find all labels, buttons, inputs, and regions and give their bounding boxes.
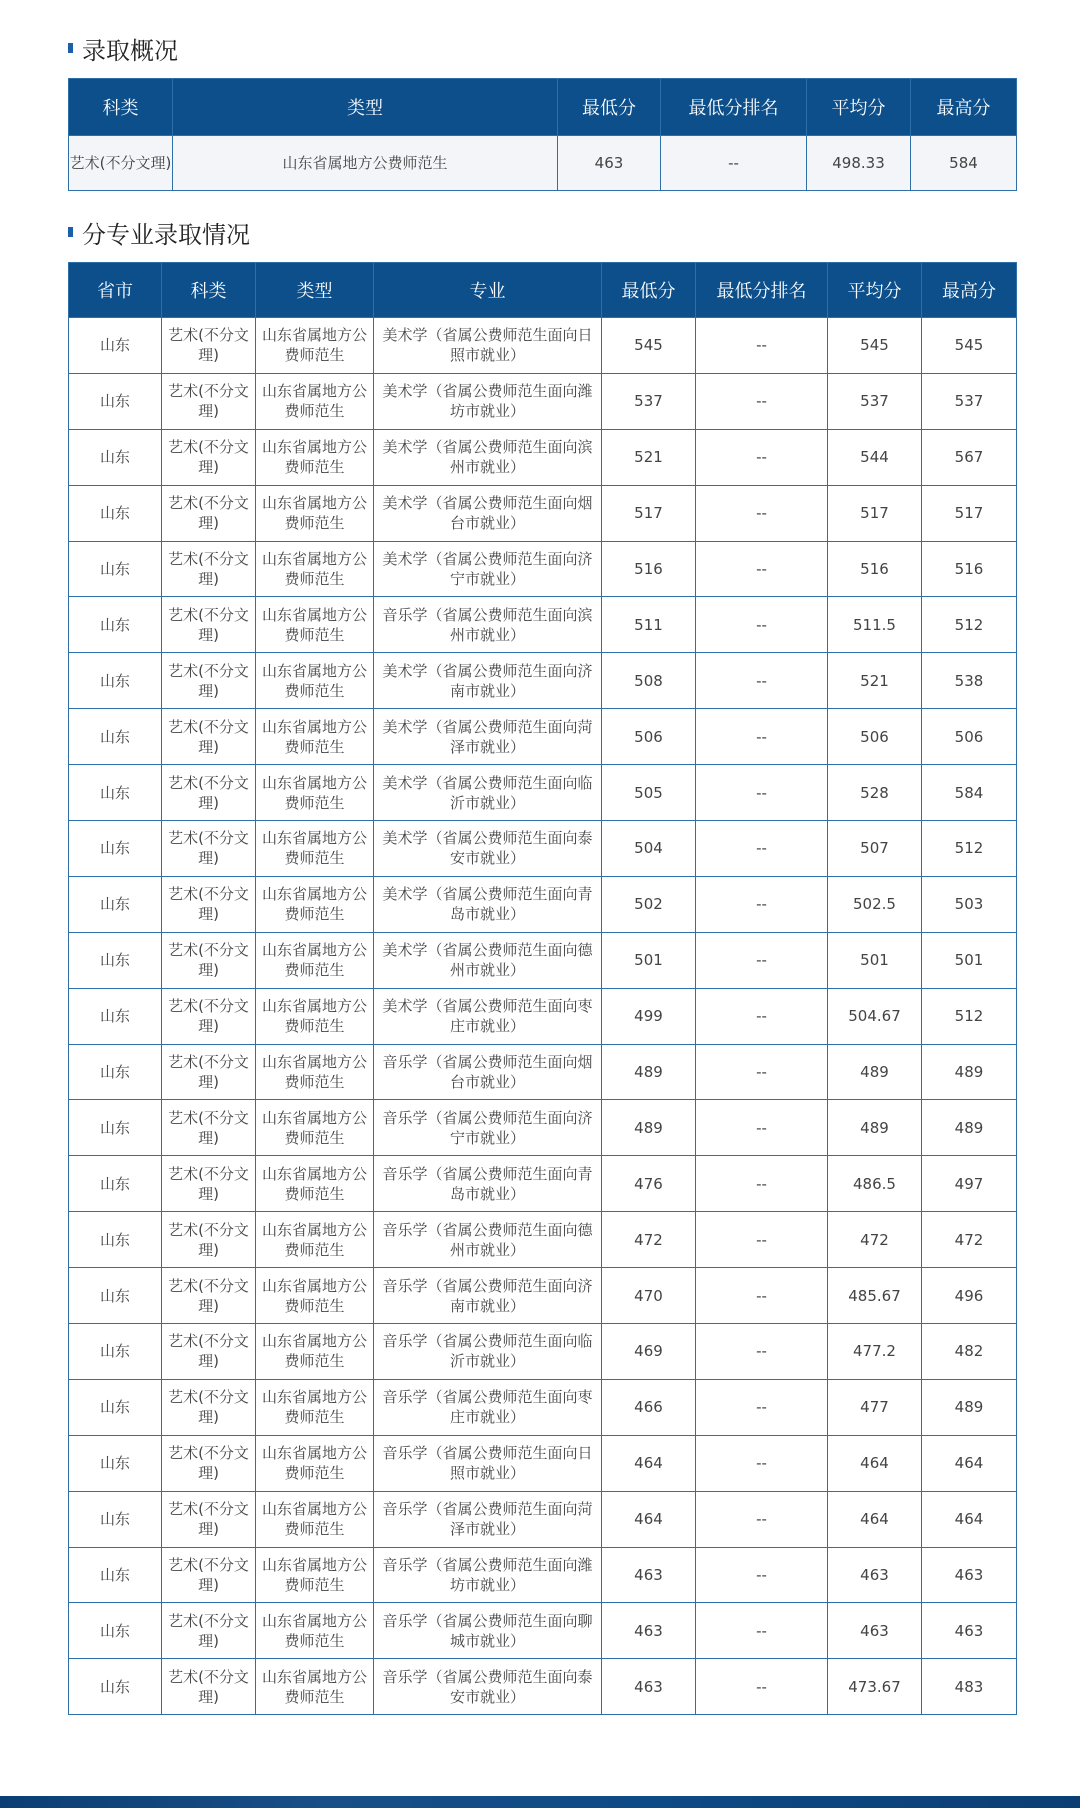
cell-min-score: 499	[602, 988, 696, 1044]
cell-avg-score: 501	[828, 932, 922, 988]
detail-header-row	[69, 263, 1017, 318]
cell-type: 山东省属地方公费师范生	[256, 1379, 374, 1435]
cell-min-score: 504	[602, 821, 696, 877]
cell-min-rank: --	[696, 1268, 828, 1324]
cell-type: 山东省属地方公费师范生	[256, 1100, 374, 1156]
cell-avg-score: 489	[828, 1100, 922, 1156]
cell-major: 美术学（省属公费师范生面向滨州市就业）	[374, 429, 602, 485]
table-row	[69, 1603, 1017, 1659]
cell-min-score: 476	[602, 1156, 696, 1212]
cell-avg-score: 477.2	[828, 1324, 922, 1380]
cell-min-score: 517	[602, 485, 696, 541]
table-row	[69, 988, 1017, 1044]
header-type: 类型	[173, 79, 558, 136]
table-row	[69, 318, 1017, 374]
summary-table	[68, 78, 1017, 191]
cell-min-score: 464	[602, 1435, 696, 1491]
table-row	[69, 1435, 1017, 1491]
header-subject: 科类	[69, 79, 173, 136]
table-row	[69, 1100, 1017, 1156]
cell-max-score: 463	[922, 1547, 1017, 1603]
cell-min-score: 463	[602, 1659, 696, 1715]
cell-min-rank: --	[696, 373, 828, 429]
cell-min-rank: --	[696, 709, 828, 765]
cell-subject: 艺术(不分文理)	[162, 597, 256, 653]
cell-province: 山东	[69, 485, 162, 541]
cell-min-score: 472	[602, 1212, 696, 1268]
header-province: 省市	[69, 263, 162, 318]
cell-subject: 艺术(不分文理)	[162, 709, 256, 765]
cell-subject: 艺术(不分文理)	[162, 1659, 256, 1715]
cell-max-score: 489	[922, 1379, 1017, 1435]
cell-subject: 艺术(不分文理)	[162, 821, 256, 877]
table-row	[69, 1659, 1017, 1715]
cell-min-score: 463	[602, 1603, 696, 1659]
header-min-rank: 最低分排名	[696, 263, 828, 318]
cell-min-rank: --	[696, 1435, 828, 1491]
cell-max-score: 496	[922, 1268, 1017, 1324]
summary-header-row	[69, 79, 1017, 136]
cell-min-rank: --	[696, 1659, 828, 1715]
cell-major: 音乐学（省属公费师范生面向滨州市就业）	[374, 597, 602, 653]
table-row	[69, 1044, 1017, 1100]
cell-major: 音乐学（省属公费师范生面向济南市就业）	[374, 1268, 602, 1324]
table-row	[69, 1379, 1017, 1435]
cell-subject: 艺术(不分文理)	[162, 1491, 256, 1547]
cell-type: 山东省属地方公费师范生	[256, 1547, 374, 1603]
header-max-score: 最高分	[922, 263, 1017, 318]
cell-min-rank: --	[696, 988, 828, 1044]
cell-avg-score: 463	[828, 1603, 922, 1659]
cell-avg-score: 545	[828, 318, 922, 374]
cell-type: 山东省属地方公费师范生	[256, 1324, 374, 1380]
cell-avg-score: 521	[828, 653, 922, 709]
cell-min-rank: --	[696, 1212, 828, 1268]
cell-type: 山东省属地方公费师范生	[256, 653, 374, 709]
cell-major: 美术学（省属公费师范生面向临沂市就业）	[374, 765, 602, 821]
table-row	[69, 876, 1017, 932]
cell-min-rank: --	[696, 1491, 828, 1547]
cell-avg-score: 486.5	[828, 1156, 922, 1212]
cell-max-score: 516	[922, 541, 1017, 597]
cell-min-rank: --	[696, 653, 828, 709]
cell-avg-score: 511.5	[828, 597, 922, 653]
cell-major: 美术学（省属公费师范生面向枣庄市就业）	[374, 988, 602, 1044]
cell-max-score: 464	[922, 1435, 1017, 1491]
cell-max-score: 464	[922, 1491, 1017, 1547]
cell-min-rank: --	[696, 597, 828, 653]
cell-avg-score: 472	[828, 1212, 922, 1268]
cell-type: 山东省属地方公费师范生	[256, 429, 374, 485]
cell-min-score: 466	[602, 1379, 696, 1435]
cell-type: 山东省属地方公费师范生	[256, 597, 374, 653]
table-row	[69, 765, 1017, 821]
cell-min-score: 521	[602, 429, 696, 485]
cell-min-rank: --	[696, 1603, 828, 1659]
cell-avg-score: 498.33	[807, 136, 911, 191]
cell-province: 山东	[69, 1491, 162, 1547]
cell-type: 山东省属地方公费师范生	[256, 1659, 374, 1715]
cell-max-score: 545	[922, 318, 1017, 374]
cell-type: 山东省属地方公费师范生	[256, 709, 374, 765]
cell-subject: 艺术(不分文理)	[162, 1212, 256, 1268]
cell-type: 山东省属地方公费师范生	[173, 136, 558, 191]
cell-min-rank: --	[696, 821, 828, 877]
cell-max-score: 489	[922, 1044, 1017, 1100]
cell-major: 美术学（省属公费师范生面向烟台市就业）	[374, 485, 602, 541]
cell-subject: 艺术(不分文理)	[162, 765, 256, 821]
cell-subject: 艺术(不分文理)	[162, 318, 256, 374]
cell-subject: 艺术(不分文理)	[162, 373, 256, 429]
summary-title-text: 录取概况	[82, 36, 178, 65]
cell-avg-score: 464	[828, 1491, 922, 1547]
detail-title-text: 分专业录取情况	[82, 220, 250, 249]
cell-min-score: 489	[602, 1044, 696, 1100]
cell-avg-score: 473.67	[828, 1659, 922, 1715]
cell-max-score: 503	[922, 876, 1017, 932]
table-row	[69, 653, 1017, 709]
cell-avg-score: 502.5	[828, 876, 922, 932]
cell-min-score: 463	[602, 1547, 696, 1603]
cell-province: 山东	[69, 373, 162, 429]
cell-min-rank: --	[696, 765, 828, 821]
cell-min-score: 511	[602, 597, 696, 653]
cell-min-score: 463	[558, 136, 661, 191]
table-row	[69, 541, 1017, 597]
cell-subject: 艺术(不分文理)	[162, 653, 256, 709]
cell-type: 山东省属地方公费师范生	[256, 1435, 374, 1491]
cell-max-score: 517	[922, 485, 1017, 541]
cell-province: 山东	[69, 765, 162, 821]
cell-province: 山东	[69, 1659, 162, 1715]
cell-major: 音乐学（省属公费师范生面向青岛市就业）	[374, 1156, 602, 1212]
header-avg-score: 平均分	[807, 79, 911, 136]
table-row	[69, 373, 1017, 429]
cell-subject: 艺术(不分文理)	[162, 1100, 256, 1156]
cell-province: 山东	[69, 1100, 162, 1156]
cell-min-rank: --	[696, 1044, 828, 1100]
cell-province: 山东	[69, 821, 162, 877]
cell-major: 音乐学（省属公费师范生面向烟台市就业）	[374, 1044, 602, 1100]
cell-max-score: 538	[922, 653, 1017, 709]
cell-subject: 艺术(不分文理)	[162, 1379, 256, 1435]
cell-province: 山东	[69, 988, 162, 1044]
cell-min-score: 469	[602, 1324, 696, 1380]
cell-min-score: 501	[602, 932, 696, 988]
cell-province: 山东	[69, 932, 162, 988]
cell-type: 山东省属地方公费师范生	[256, 1044, 374, 1100]
cell-max-score: 497	[922, 1156, 1017, 1212]
cell-province: 山东	[69, 318, 162, 374]
header-avg-score: 平均分	[828, 263, 922, 318]
cell-type: 山东省属地方公费师范生	[256, 1491, 374, 1547]
cell-min-score: 537	[602, 373, 696, 429]
cell-province: 山东	[69, 1547, 162, 1603]
cell-subject: 艺术(不分文理)	[162, 541, 256, 597]
cell-min-score: 489	[602, 1100, 696, 1156]
cell-max-score: 472	[922, 1212, 1017, 1268]
cell-max-score: 501	[922, 932, 1017, 988]
cell-avg-score: 506	[828, 709, 922, 765]
cell-major: 音乐学（省属公费师范生面向枣庄市就业）	[374, 1379, 602, 1435]
cell-avg-score: 528	[828, 765, 922, 821]
cell-avg-score: 507	[828, 821, 922, 877]
cell-min-score: 516	[602, 541, 696, 597]
cell-min-score: 505	[602, 765, 696, 821]
footer-bar	[0, 1796, 1080, 1808]
cell-avg-score: 463	[828, 1547, 922, 1603]
cell-type: 山东省属地方公费师范生	[256, 932, 374, 988]
cell-type: 山东省属地方公费师范生	[256, 1268, 374, 1324]
table-row	[69, 485, 1017, 541]
cell-max-score: 537	[922, 373, 1017, 429]
header-min-score: 最低分	[558, 79, 661, 136]
cell-max-score: 512	[922, 597, 1017, 653]
table-row	[69, 597, 1017, 653]
cell-type: 山东省属地方公费师范生	[256, 1603, 374, 1659]
cell-province: 山东	[69, 429, 162, 485]
cell-max-score: 584	[911, 136, 1017, 191]
cell-min-rank: --	[696, 429, 828, 485]
cell-max-score: 482	[922, 1324, 1017, 1380]
cell-province: 山东	[69, 1379, 162, 1435]
cell-type: 山东省属地方公费师范生	[256, 988, 374, 1044]
cell-province: 山东	[69, 1324, 162, 1380]
cell-max-score: 512	[922, 821, 1017, 877]
cell-max-score: 463	[922, 1603, 1017, 1659]
table-row	[69, 1324, 1017, 1380]
cell-major: 音乐学（省属公费师范生面向济宁市就业）	[374, 1100, 602, 1156]
cell-subject: 艺术(不分文理)	[162, 1268, 256, 1324]
title-bullet-icon	[68, 227, 73, 237]
cell-avg-score: 477	[828, 1379, 922, 1435]
cell-min-score: 502	[602, 876, 696, 932]
cell-min-rank: --	[696, 1379, 828, 1435]
cell-major: 美术学（省属公费师范生面向菏泽市就业）	[374, 709, 602, 765]
cell-subject: 艺术(不分文理)	[162, 932, 256, 988]
table-row	[69, 1547, 1017, 1603]
cell-major: 美术学（省属公费师范生面向泰安市就业）	[374, 821, 602, 877]
cell-min-rank: --	[661, 136, 807, 191]
cell-subject: 艺术(不分文理)	[162, 876, 256, 932]
cell-avg-score: 504.67	[828, 988, 922, 1044]
cell-subject: 艺术(不分文理)	[162, 1435, 256, 1491]
cell-type: 山东省属地方公费师范生	[256, 821, 374, 877]
cell-subject: 艺术(不分文理)	[162, 1324, 256, 1380]
cell-province: 山东	[69, 1435, 162, 1491]
cell-avg-score: 537	[828, 373, 922, 429]
major-admission-table	[68, 262, 1017, 1715]
cell-max-score: 506	[922, 709, 1017, 765]
table-row	[69, 932, 1017, 988]
cell-province: 山东	[69, 876, 162, 932]
cell-major: 美术学（省属公费师范生面向潍坊市就业）	[374, 373, 602, 429]
cell-province: 山东	[69, 653, 162, 709]
header-major: 专业	[374, 263, 602, 318]
cell-province: 山东	[69, 597, 162, 653]
cell-major: 音乐学（省属公费师范生面向潍坊市就业）	[374, 1547, 602, 1603]
cell-province: 山东	[69, 541, 162, 597]
title-bullet-icon	[68, 43, 73, 53]
cell-major: 美术学（省属公费师范生面向青岛市就业）	[374, 876, 602, 932]
cell-major: 音乐学（省属公费师范生面向德州市就业）	[374, 1212, 602, 1268]
cell-subject: 艺术(不分文理)	[162, 1547, 256, 1603]
cell-province: 山东	[69, 1268, 162, 1324]
cell-min-rank: --	[696, 1324, 828, 1380]
cell-max-score: 483	[922, 1659, 1017, 1715]
cell-avg-score: 489	[828, 1044, 922, 1100]
table-row	[69, 1491, 1017, 1547]
table-row	[69, 1268, 1017, 1324]
cell-min-score: 508	[602, 653, 696, 709]
cell-type: 山东省属地方公费师范生	[256, 541, 374, 597]
cell-type: 山东省属地方公费师范生	[256, 765, 374, 821]
summary-section-title	[68, 32, 178, 64]
header-min-score: 最低分	[602, 263, 696, 318]
cell-min-rank: --	[696, 1100, 828, 1156]
cell-max-score: 584	[922, 765, 1017, 821]
cell-major: 音乐学（省属公费师范生面向日照市就业）	[374, 1435, 602, 1491]
cell-avg-score: 544	[828, 429, 922, 485]
cell-province: 山东	[69, 1212, 162, 1268]
cell-province: 山东	[69, 1603, 162, 1659]
cell-min-score: 464	[602, 1491, 696, 1547]
cell-subject: 艺术(不分文理)	[162, 429, 256, 485]
cell-type: 山东省属地方公费师范生	[256, 1156, 374, 1212]
cell-min-rank: --	[696, 876, 828, 932]
cell-province: 山东	[69, 709, 162, 765]
cell-major: 音乐学（省属公费师范生面向临沂市就业）	[374, 1324, 602, 1380]
table-row	[69, 821, 1017, 877]
cell-min-rank: --	[696, 485, 828, 541]
cell-subject: 艺术(不分文理)	[162, 485, 256, 541]
cell-major: 美术学（省属公费师范生面向济宁市就业）	[374, 541, 602, 597]
cell-avg-score: 464	[828, 1435, 922, 1491]
header-min-rank: 最低分排名	[661, 79, 807, 136]
cell-subject: 艺术(不分文理)	[162, 988, 256, 1044]
cell-major: 美术学（省属公费师范生面向济南市就业）	[374, 653, 602, 709]
cell-major: 音乐学（省属公费师范生面向泰安市就业）	[374, 1659, 602, 1715]
cell-min-rank: --	[696, 1547, 828, 1603]
cell-major: 音乐学（省属公费师范生面向菏泽市就业）	[374, 1491, 602, 1547]
cell-major: 美术学（省属公费师范生面向日照市就业）	[374, 318, 602, 374]
cell-subject: 艺术(不分文理)	[162, 1156, 256, 1212]
header-type: 类型	[256, 263, 374, 318]
cell-subject: 艺术(不分文理)	[162, 1603, 256, 1659]
cell-type: 山东省属地方公费师范生	[256, 373, 374, 429]
cell-max-score: 489	[922, 1100, 1017, 1156]
cell-province: 山东	[69, 1156, 162, 1212]
cell-min-rank: --	[696, 932, 828, 988]
cell-min-rank: --	[696, 541, 828, 597]
cell-subject: 艺术(不分文理)	[162, 1044, 256, 1100]
header-subject: 科类	[162, 263, 256, 318]
table-row	[69, 1212, 1017, 1268]
cell-major: 音乐学（省属公费师范生面向聊城市就业）	[374, 1603, 602, 1659]
cell-avg-score: 485.67	[828, 1268, 922, 1324]
cell-max-score: 567	[922, 429, 1017, 485]
cell-type: 山东省属地方公费师范生	[256, 1212, 374, 1268]
cell-major: 美术学（省属公费师范生面向德州市就业）	[374, 932, 602, 988]
cell-avg-score: 517	[828, 485, 922, 541]
table-row	[69, 429, 1017, 485]
cell-min-rank: --	[696, 1156, 828, 1212]
cell-min-score: 545	[602, 318, 696, 374]
cell-province: 山东	[69, 1044, 162, 1100]
cell-avg-score: 516	[828, 541, 922, 597]
cell-min-score: 506	[602, 709, 696, 765]
header-max-score: 最高分	[911, 79, 1017, 136]
cell-type: 山东省属地方公费师范生	[256, 485, 374, 541]
cell-min-score: 470	[602, 1268, 696, 1324]
detail-table-body	[69, 318, 1017, 1715]
summary-row	[69, 136, 1017, 191]
cell-subject: 艺术(不分文理)	[69, 136, 173, 191]
detail-section-title	[68, 216, 250, 248]
cell-min-rank: --	[696, 318, 828, 374]
cell-type: 山东省属地方公费师范生	[256, 876, 374, 932]
table-row	[69, 1156, 1017, 1212]
cell-type: 山东省属地方公费师范生	[256, 318, 374, 374]
table-row	[69, 709, 1017, 765]
cell-max-score: 512	[922, 988, 1017, 1044]
